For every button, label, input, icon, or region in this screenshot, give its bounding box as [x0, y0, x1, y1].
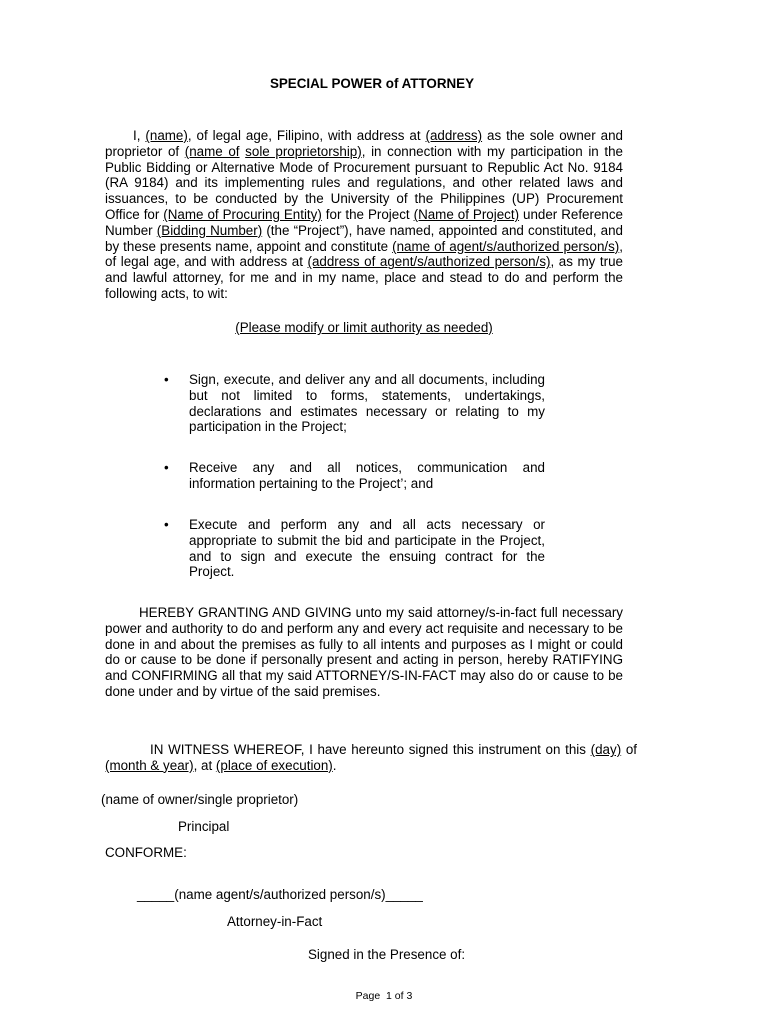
- procuring-entity-placeholder: (Name of Procuring Entity): [163, 206, 322, 222]
- month-year-placeholder: (month & year): [105, 757, 194, 773]
- place-placeholder: (place of execution): [215, 757, 333, 773]
- owner-name-label: (name of owner/single proprietor): [101, 792, 299, 807]
- bidding-number-placeholder: (Bidding Number): [156, 222, 263, 238]
- conforme-label: CONFORME:: [105, 845, 187, 860]
- granting-paragraph: HEREBY GRANTING AND GIVING unto my said attorney/s-in-fact full necessary power and authority to do and perform any and every act requisite and necessary to be done in and about the premises as fully to all intents and purposes as I might or could do or cause to be done if personally present and acting in person, hereby RATIFYING and CONFIRMING all that my said ATTORNEY/S-IN-FACT may also do or cause to be done under and by virtue of the said premises.: [105, 605, 623, 699]
- project-name-placeholder: (Name of Project): [413, 206, 520, 222]
- agent-address-placeholder: (address of agent/s/authorized person/s): [307, 254, 551, 270]
- list-item-text: Execute and perform any and all acts necessary or appropriate to submit the bid and participate in the Project, and to sign and execute the ensuing contract for the Project.: [189, 517, 545, 580]
- proprietorship-placeholder-a: (name of: [184, 143, 240, 159]
- witness-paragraph: IN WITNESS WHEREOF, I have hereunto signed this instrument on this (day) of (month & year), at (place of execution).: [105, 742, 637, 773]
- document-title: SPECIAL POWER of ATTORNEY: [269, 76, 475, 91]
- list-item-text: Receive any and all notices, communication and information pertaining to the Project’; and: [189, 460, 545, 491]
- bullet-icon: •: [164, 460, 169, 475]
- agent-name-placeholder: (name of agent/s/authorized person/s): [392, 238, 620, 254]
- proprietorship-placeholder-b: sole proprietorship): [245, 143, 362, 159]
- list-item: [162, 372, 546, 435]
- address-placeholder: (address): [425, 128, 483, 143]
- principal-label: Principal: [178, 819, 230, 834]
- agent-signature-line: _____(name agent/s/authorized person/s)_____: [137, 887, 423, 902]
- page-word: Page: [355, 990, 381, 1002]
- authority-note: (Please modify or limit authority as needed): [235, 320, 493, 335]
- list-item: [162, 460, 546, 492]
- list-item: [162, 517, 546, 580]
- opening-paragraph: I, (name), of legal age, Filipino, with address at (address) as the sole owner and proprietor of (name of sole proprietorship), in connection with my participation in the Public Bidding or Alternative Mode of Procurement pursuant to Republic Act No. 9184 (RA 9184) and its implementing rules and regulations, and other related laws and issuances, to be conducted by the University of the Philippines (UP) Procurement Office for (Name of Procuring Entity) for the Project (Name of Project) under Reference Number (Bidding Number) (the “Project”), have named, appointed and constituted, and by these presents name, appoint and constitute (name of agent/s/authorized person/s), of legal age, and with address at (address of agent/s/authorized person/s), as my true and lawful attorney, for me and in my name, place and stead to do and perform the following acts, to wit:: [105, 128, 624, 301]
- bullet-icon: •: [164, 517, 169, 532]
- page-footer: [0, 990, 768, 1003]
- bullet-icon: •: [164, 372, 169, 387]
- signed-presence-label: Signed in the Presence of:: [308, 947, 466, 962]
- day-placeholder: (day): [590, 742, 622, 757]
- attorney-in-fact-label: Attorney-in-Fact: [227, 914, 323, 929]
- list-item-text: Sign, execute, and deliver any and all documents, including but not limited to forms, statements, undertakings, declarations and estimates necessary or relating to my participation in the Project;: [189, 372, 545, 435]
- name-placeholder: (name): [145, 128, 188, 143]
- page-number: 1 of 3: [386, 990, 413, 1002]
